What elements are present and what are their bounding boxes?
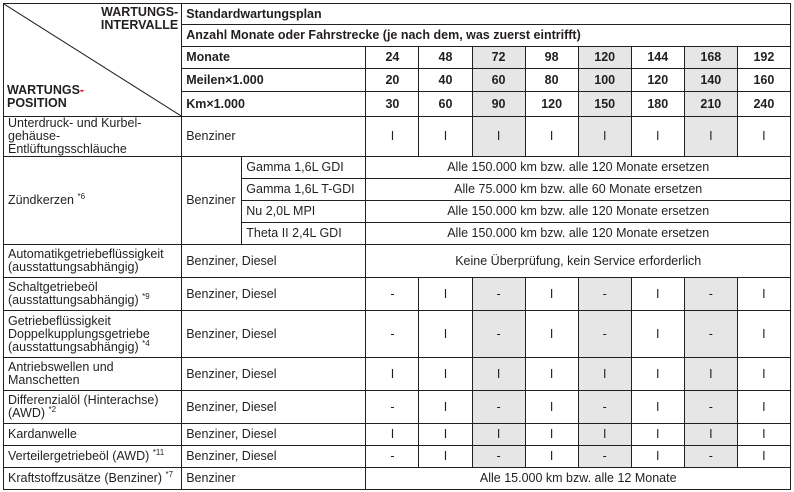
interval-cell: I (419, 311, 472, 358)
months-label: Monate (182, 47, 366, 69)
table-row (4, 245, 791, 278)
miles-value: 140 (684, 69, 737, 92)
engine-name: Gamma 1,6L GDI (242, 157, 366, 179)
interval-cell: I (525, 117, 578, 157)
plan-title: Standardwartungsplan (182, 4, 791, 25)
item-name: Automatikgetriebeflüssigkeit (ausstattungsabhängig) (4, 245, 182, 278)
interval-cell: I (578, 358, 631, 391)
months-value: 192 (737, 47, 790, 69)
table-row (4, 117, 791, 157)
interval-cell: I (578, 424, 631, 446)
interval-cell: I (737, 117, 790, 157)
maintenance-schedule-table (3, 3, 791, 490)
fuel-type: Benziner, Diesel (182, 424, 366, 446)
miles-value: 160 (737, 69, 790, 92)
interval-cell: - (366, 311, 419, 358)
interval-cell: I (737, 446, 790, 468)
interval-cell: I (366, 358, 419, 391)
interval-cell: I (525, 358, 578, 391)
interval-cell: - (366, 391, 419, 424)
km-value: 180 (631, 92, 684, 117)
months-value: 72 (472, 47, 525, 69)
engine-name: Gamma 1,6L T-GDI (242, 179, 366, 201)
corner-header-cell (4, 4, 182, 117)
km-value: 210 (684, 92, 737, 117)
interval-cell: I (631, 358, 684, 391)
engine-name: Nu 2,0L MPI (242, 201, 366, 223)
interval-cell: I (737, 311, 790, 358)
km-value: 120 (525, 92, 578, 117)
item-name: Unterdruck- und Kurbel- gehäuse-Entlüftungsschläuche (4, 117, 182, 157)
interval-cell: I (684, 424, 737, 446)
interval-cell: I (525, 311, 578, 358)
fuel-type: Benziner, Diesel (182, 358, 366, 391)
table-row (4, 424, 791, 446)
interval-instruction: Alle 15.000 km bzw. alle 12 Monate (366, 468, 791, 490)
header-row-plan (4, 4, 791, 25)
interval-cell: I (419, 117, 472, 157)
interval-cell: - (684, 311, 737, 358)
km-value: 60 (419, 92, 472, 117)
item-name: Kraftstoffzusätze (Benziner) $^{*7}$ (4, 468, 182, 490)
item-name: Kardanwelle (4, 424, 182, 446)
interval-cell: - (578, 311, 631, 358)
table-row (4, 278, 791, 311)
miles-value: 120 (631, 69, 684, 92)
interval-cell: I (737, 391, 790, 424)
position-label-main: WARTUNGS (7, 83, 80, 97)
km-value: 150 (578, 92, 631, 117)
fuel-type: Benziner, Diesel (182, 391, 366, 424)
interval-cell: I (419, 446, 472, 468)
interval-cell: I (419, 358, 472, 391)
interval-cell: - (684, 391, 737, 424)
interval-cell: I (737, 424, 790, 446)
table-row (4, 311, 791, 358)
fuel-type: Benziner (182, 468, 366, 490)
footnote-mark: *9 (142, 291, 150, 301)
interval-instruction: Alle 150.000 km bzw. alle 120 Monate ersetzen (366, 223, 791, 245)
months-value: 98 (525, 47, 578, 69)
miles-value: 60 (472, 69, 525, 92)
table-row (4, 157, 791, 179)
months-value: 144 (631, 47, 684, 69)
interval-cell: - (578, 446, 631, 468)
interval-cell: I (631, 391, 684, 424)
km-value: 240 (737, 92, 790, 117)
item-name: Schaltgetriebeöl (ausstattungsabhängig) $^{*9}$ (4, 278, 182, 311)
fuel-type: Benziner (182, 157, 242, 245)
interval-cell: I (631, 278, 684, 311)
interval-cell: I (419, 391, 472, 424)
intervals-label (101, 6, 178, 32)
fuel-type: Benziner, Diesel (182, 311, 366, 358)
interval-instruction: Alle 150.000 km bzw. alle 120 Monate ersetzen (366, 157, 791, 179)
interval-cell: - (472, 311, 525, 358)
interval-cell: - (472, 446, 525, 468)
miles-value: 100 (578, 69, 631, 92)
interval-cell: I (737, 358, 790, 391)
interval-cell: I (472, 117, 525, 157)
item-name: Zündkerzen $^{*6}$ (4, 157, 182, 245)
interval-cell: - (366, 278, 419, 311)
interval-cell: I (525, 446, 578, 468)
item-name: Verteilergetriebeöl (AWD) $^{*11}$ (4, 446, 182, 468)
footnote-mark: *11 (152, 447, 165, 457)
interval-cell: - (472, 391, 525, 424)
position-label-dash: - (79, 83, 85, 97)
months-value: 48 (419, 47, 472, 69)
interval-cell: - (578, 391, 631, 424)
interval-cell: I (737, 278, 790, 311)
item-name: Differenzialöl (Hinterachse) (AWD) $^{*2}$ (4, 391, 182, 424)
fuel-type: Benziner, Diesel (182, 245, 366, 278)
km-value: 30 (366, 92, 419, 117)
months-value: 168 (684, 47, 737, 69)
interval-cell: I (684, 117, 737, 157)
interval-instruction: Alle 75.000 km bzw. alle 60 Monate ersetzen (366, 179, 791, 201)
interval-description: Anzahl Monate oder Fahrstrecke (je nach dem, was zuerst eintrifft) (182, 25, 791, 47)
interval-instruction: Alle 150.000 km bzw. alle 120 Monate ersetzen (366, 201, 791, 223)
interval-cell: I (631, 424, 684, 446)
miles-value: 20 (366, 69, 419, 92)
interval-cell: I (525, 424, 578, 446)
miles-value: 40 (419, 69, 472, 92)
interval-cell: I (684, 358, 737, 391)
interval-cell: I (525, 278, 578, 311)
fuel-type: Benziner (182, 117, 366, 157)
table-row (4, 468, 791, 490)
interval-cell: I (631, 311, 684, 358)
interval-cell: I (366, 117, 419, 157)
item-name: Getriebeflüssigkeit Doppelkupplungsgetriebe (ausstattungsabhängig) $^{*4}$ (4, 311, 182, 358)
interval-cell: - (684, 278, 737, 311)
table-row (4, 358, 791, 391)
interval-cell: I (419, 424, 472, 446)
interval-cell: I (419, 278, 472, 311)
interval-cell: I (366, 424, 419, 446)
interval-cell: I (578, 117, 631, 157)
position-label (7, 84, 84, 110)
interval-cell: I (631, 446, 684, 468)
months-value: 120 (578, 47, 631, 69)
table-row (4, 446, 791, 468)
table-row (4, 391, 791, 424)
interval-cell: - (366, 446, 419, 468)
footnote-mark: *2 (48, 404, 57, 414)
intervals-label-line1: WARTUNGS- (101, 5, 179, 19)
interval-cell: I (472, 358, 525, 391)
months-value: 24 (366, 47, 419, 69)
footnote-mark: *7 (165, 469, 174, 479)
intervals-label-line2: INTERVALLE (100, 18, 179, 32)
engine-name: Theta II 2,4L GDI (242, 223, 366, 245)
km-label: Km×1.000 (182, 92, 366, 117)
miles-label: Meilen×1.000 (182, 69, 366, 92)
miles-value: 80 (525, 69, 578, 92)
interval-cell: - (684, 446, 737, 468)
km-value: 90 (472, 92, 525, 117)
footnote-mark: *4 (142, 338, 150, 348)
interval-cell: - (578, 278, 631, 311)
fuel-type: Benziner, Diesel (182, 446, 366, 468)
footnote-mark: *6 (77, 191, 86, 201)
interval-cell: I (525, 391, 578, 424)
interval-cell: I (631, 117, 684, 157)
interval-instruction: Keine Überprüfung, kein Service erforderlich (366, 245, 791, 278)
fuel-type: Benziner, Diesel (182, 278, 366, 311)
interval-cell: I (472, 424, 525, 446)
item-name: Antriebswellen und Manschetten (4, 358, 182, 391)
interval-cell: - (472, 278, 525, 311)
position-label-line2: POSITION (7, 96, 67, 110)
